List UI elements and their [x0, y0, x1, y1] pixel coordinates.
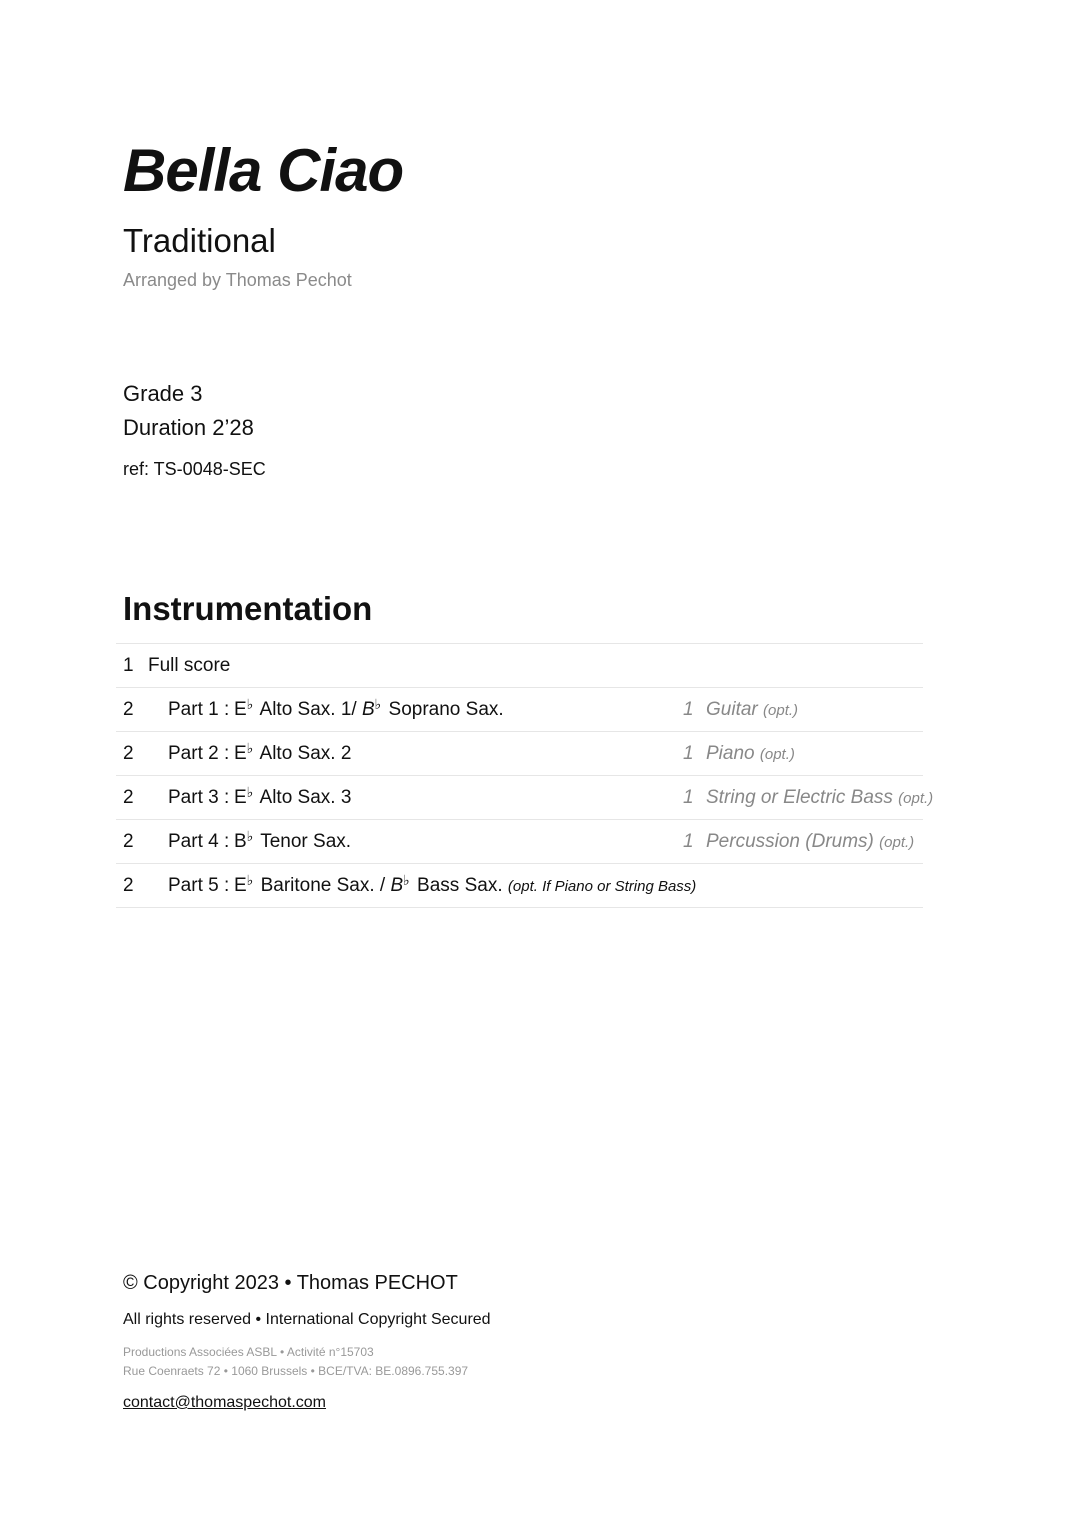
rights-statement: All rights reserved • International Copyright Secured — [123, 1311, 491, 1328]
organization-line-2: Rue Coenraets 72 • 1060 Brussels • BCE/TVA: BE.0896.755.397 — [123, 1364, 469, 1378]
part-qty: 2 — [123, 831, 134, 852]
optional-tag: (opt.) — [879, 834, 915, 851]
optional-note: (opt. If Piano or String Bass) — [507, 878, 697, 895]
instrument-key: B — [390, 875, 404, 896]
optional-qty: 1 — [683, 787, 694, 808]
flat-sign: ♭ — [374, 696, 382, 712]
flat-sign: ♭ — [246, 740, 254, 756]
part-qty: 2 — [123, 699, 134, 720]
full-score-row — [116, 644, 923, 688]
part-instrument: E♭ Alto Sax. 2 — [234, 740, 352, 764]
optional-qty: 1 — [683, 699, 694, 720]
part-label: Part 2 : — [168, 743, 230, 764]
part-row — [116, 820, 923, 864]
flat-sign: ♭ — [246, 828, 254, 844]
full-score-qty: 1 — [123, 655, 134, 676]
part-instrument: B♭ Tenor Sax. — [234, 828, 352, 852]
part-qty: 2 — [123, 743, 134, 764]
part-row — [116, 732, 923, 776]
part-instrument: E♭ Alto Sax. 3 — [234, 784, 352, 808]
instrument-key: B — [361, 699, 375, 720]
copyright: © Copyright 2023 • Thomas PECHOT — [123, 1272, 458, 1294]
instrumentation-heading: Instrumentation — [123, 590, 373, 627]
part-label: Part 1 : — [168, 699, 230, 720]
part-row — [116, 688, 923, 732]
part-row — [116, 864, 923, 908]
part-label: Part 3 : — [168, 787, 230, 808]
piece-title: Bella Ciao — [123, 137, 404, 204]
duration: Duration 2’28 — [123, 415, 254, 440]
optional-tag: (opt.) — [759, 746, 795, 763]
flat-sign: ♭ — [246, 872, 254, 888]
full-score-label: Full score — [148, 655, 231, 676]
optional-tag: (opt.) — [898, 790, 934, 807]
flat-sign: ♭ — [246, 696, 254, 712]
grade: Grade 3 — [123, 381, 203, 406]
optional-instrument: Percussion (Drums) (opt.) — [706, 831, 915, 852]
composer: Traditional — [123, 222, 276, 259]
part-qty: 2 — [123, 875, 134, 896]
optional-qty: 1 — [683, 743, 694, 764]
contact-email-link[interactable]: contact@thomaspechot.com — [123, 1394, 327, 1411]
part-row — [116, 776, 934, 820]
organization-line-1: Productions Associées ASBL • Activité n°15703 — [123, 1345, 374, 1359]
part-label: Part 4 : — [168, 831, 230, 852]
optional-tag: (opt.) — [763, 702, 799, 719]
optional-qty: 1 — [683, 831, 694, 852]
instrumentation-table — [116, 643, 934, 908]
optional-instrument: String or Electric Bass (opt.) — [706, 787, 934, 808]
reference-code: ref: TS-0048-SEC — [123, 459, 266, 479]
flat-sign: ♭ — [246, 784, 254, 800]
part-label: Part 5 : — [168, 875, 230, 896]
part-qty: 2 — [123, 787, 134, 808]
optional-instrument: Piano (opt.) — [706, 743, 795, 764]
part-instrument: E♭ Alto Sax. 1/ B♭ Soprano Sax. — [234, 696, 504, 720]
arranger: Arranged by Thomas Pechot — [123, 270, 352, 290]
part-instrument: E♭ Baritone Sax. / B♭ Bass Sax. (opt. If Piano or String Bass) — [234, 872, 697, 896]
flat-sign: ♭ — [403, 872, 410, 888]
optional-instrument: Guitar (opt.) — [706, 699, 799, 720]
